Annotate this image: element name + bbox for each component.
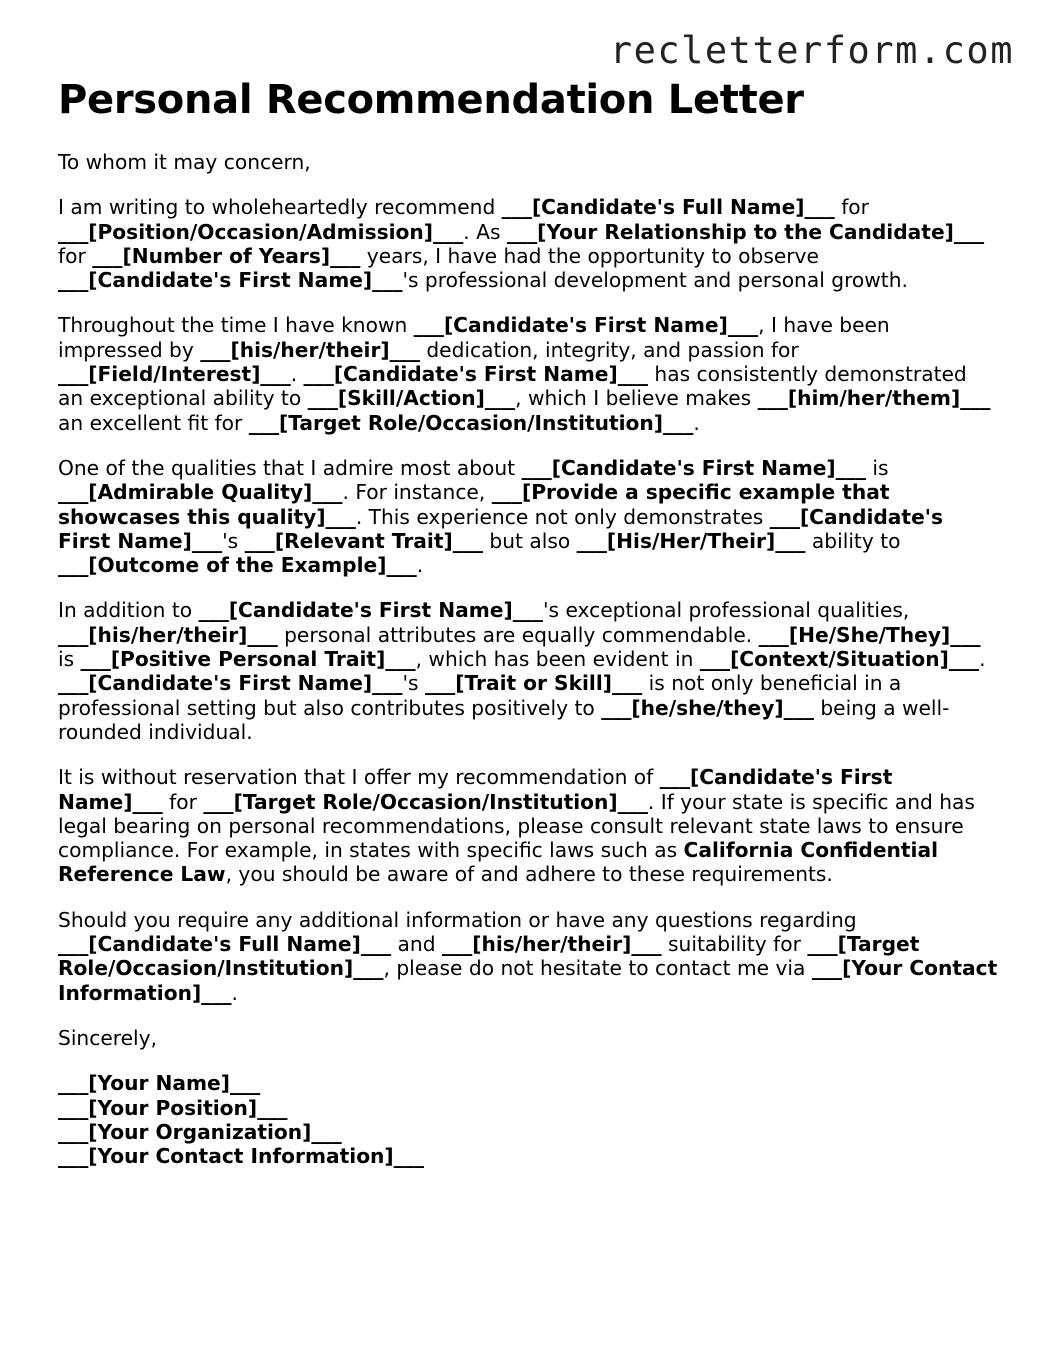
letter-body xyxy=(58,195,998,1005)
site-watermark: recletterform.com xyxy=(609,29,1014,72)
body-text: I am writing to wholeheartedly recommend xyxy=(58,195,502,220)
body-text: dedication, integrity, and passion for xyxy=(419,337,799,362)
body-text: . As xyxy=(463,219,507,244)
body-text: . For instance, xyxy=(342,480,492,505)
signature-position: ___[Your Position]___ xyxy=(58,1095,288,1120)
placeholder-field: ___[Outcome of the Example]___ xyxy=(58,553,417,578)
body-text: . xyxy=(231,980,238,1005)
body-text: 's exceptional professional qualities, xyxy=(543,598,910,623)
placeholder-field: ___[his/her/their]___ xyxy=(200,337,420,362)
body-text: , please do not hesitate to contact me via xyxy=(383,956,812,981)
body-text: , which I believe makes xyxy=(515,386,758,411)
body-text: , you should be aware of and adhere to these requirements. xyxy=(225,862,833,887)
placeholder-field: ___[Candidate's First Name]___ xyxy=(413,313,759,338)
placeholder-field: ___[Your Relationship to the Candidate]___ xyxy=(506,219,985,244)
placeholder-field: ___[Target Role/Occasion/Institution]___ xyxy=(248,410,694,435)
body-text: . xyxy=(416,553,424,578)
signature-block xyxy=(58,1071,998,1168)
body-text: for xyxy=(162,789,204,814)
body-text: . If your state is specific and has legal bearing on personal recommendations, please consult relevant state laws to ensure compliance. For example, in states with specific laws such as xyxy=(58,789,975,863)
placeholder-field: ___[Candidate's First Name]___ xyxy=(521,455,866,480)
body-text: being a well-rounded individual. xyxy=(58,695,950,744)
body-text: It is without reservation that I offer my recommendation of xyxy=(58,765,660,790)
letter-title: Personal Recommendation Letter xyxy=(58,77,804,123)
body-text: personal attributes are equally commendable. xyxy=(277,622,759,647)
placeholder-field: ___[Candidate's First Name]___ xyxy=(303,362,648,387)
placeholder-field: ___[Candidate's Full Name]___ xyxy=(58,932,392,957)
placeholder-field: ___[Trait or Skill]___ xyxy=(424,671,643,696)
placeholder-field: ___[Candidate's First Name]___ xyxy=(198,598,543,623)
placeholder-field: ___[Admirable Quality]___ xyxy=(58,480,343,505)
placeholder-field: ___[Target Role/Occasion/Institution]___ xyxy=(58,932,920,981)
body-text: One of the qualities that I admire most about xyxy=(58,455,522,480)
body-paragraph xyxy=(58,195,998,292)
placeholder-field: ___[Candidate's First Name]___ xyxy=(58,268,403,293)
body-text: . xyxy=(693,410,700,435)
body-text: suitability for xyxy=(661,932,808,957)
body-text: . xyxy=(979,647,986,672)
body-text: an excellent fit for xyxy=(58,410,249,435)
body-text: 's xyxy=(222,528,245,553)
body-text: and xyxy=(391,932,442,957)
body-paragraph xyxy=(58,765,998,886)
body-text: . This experience not only demonstrates xyxy=(355,504,770,529)
placeholder-field: ___[Field/Interest]___ xyxy=(58,362,291,387)
placeholder-field: ___[Your Contact Information]___ xyxy=(58,956,998,1005)
letter-greeting: To whom it may concern, xyxy=(58,150,311,174)
body-paragraph xyxy=(58,456,998,577)
placeholder-field: ___[Candidate's Full Name]___ xyxy=(501,195,835,220)
placeholder-field: ___[Target Role/Occasion/Institution]___ xyxy=(203,789,648,814)
body-text: In addition to xyxy=(58,598,199,623)
placeholder-field: ___[Position/Occasion/Admission]___ xyxy=(58,219,464,244)
body-paragraph xyxy=(58,313,998,434)
placeholder-field: ___[Skill/Action]___ xyxy=(307,386,516,411)
placeholder-field: ___[his/her/their]___ xyxy=(441,932,662,957)
body-text: is xyxy=(58,647,81,672)
placeholder-field: ___[Provide a specific example that showcases this quality]___ xyxy=(58,480,890,529)
body-text: 's professional development and personal growth. xyxy=(402,268,908,293)
body-paragraph xyxy=(58,908,998,1005)
placeholder-field: ___[Context/Situation]___ xyxy=(699,647,980,672)
body-text: is not only beneficial in a professional setting but also contributes positively to xyxy=(58,671,902,720)
body-text: Should you require any additional information or have any questions regarding xyxy=(58,907,857,932)
body-text: for xyxy=(58,243,93,268)
body-text: for xyxy=(834,195,869,220)
placeholder-field: ___[he/she/they]___ xyxy=(601,695,814,720)
body-text: Throughout the time I have known xyxy=(58,313,414,338)
body-text: , which has been evident in xyxy=(415,647,700,672)
body-text: , I have been impressed by xyxy=(58,313,890,362)
placeholder-field: ___[Candidate's First Name]___ xyxy=(58,671,403,696)
signature-name: ___[Your Name]___ xyxy=(58,1071,261,1096)
placeholder-field: ___[him/her/them]___ xyxy=(757,386,991,411)
placeholder-field: ___[Number of Years]___ xyxy=(92,243,361,268)
placeholder-field: ___[His/Her/Their]___ xyxy=(576,528,806,553)
placeholder-field: ___[Candidate's First Name]___ xyxy=(58,765,893,814)
body-text: . xyxy=(290,362,304,387)
signature-organization: ___[Your Organization]___ xyxy=(58,1119,342,1144)
body-text: 's xyxy=(402,671,425,696)
placeholder-field: ___[Candidate's First Name]___ xyxy=(58,504,943,553)
placeholder-field: ___[He/She/They]___ xyxy=(758,622,981,647)
body-text: is xyxy=(865,455,889,480)
placeholder-field: California Confidential Reference Law xyxy=(58,838,939,887)
letter-document xyxy=(58,74,998,1168)
letter-closing: Sincerely, xyxy=(58,1025,157,1050)
body-text: but also xyxy=(483,528,577,553)
body-text: has consistently demonstrated an exceptional ability to xyxy=(58,362,967,411)
body-paragraph xyxy=(58,598,998,744)
placeholder-field: ___[Relevant Trait]___ xyxy=(244,528,484,553)
body-text: years, I have had the opportunity to observe xyxy=(360,243,819,268)
placeholder-field: ___[his/her/their]___ xyxy=(58,622,278,647)
body-text: ability to xyxy=(805,528,901,553)
signature-contact: ___[Your Contact Information]___ xyxy=(58,1144,424,1169)
placeholder-field: ___[Positive Personal Trait]___ xyxy=(80,647,416,672)
